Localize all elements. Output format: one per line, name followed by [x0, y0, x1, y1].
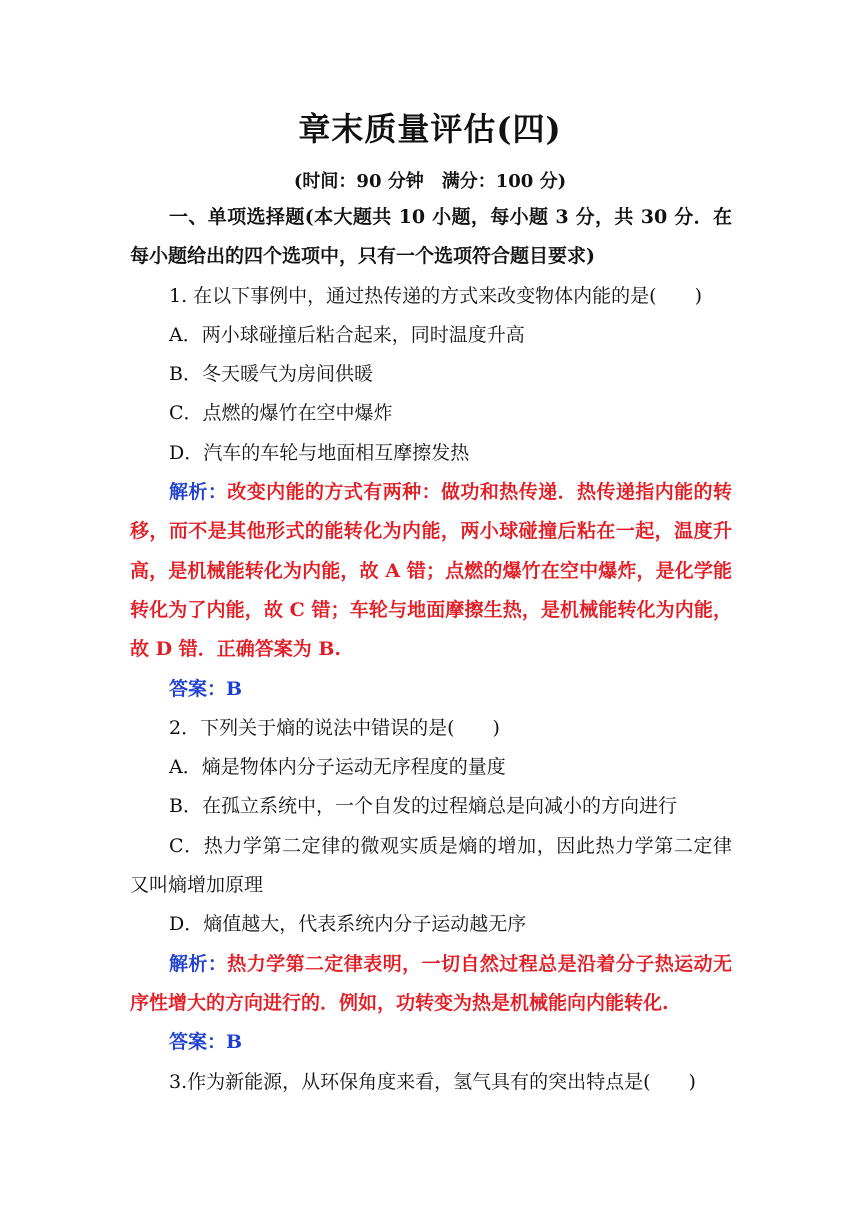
exam-info: (时间：90 分钟 满分：100 分) — [293, 171, 567, 192]
answer-label: 答案： — [169, 1031, 227, 1054]
option-c: C．点燃的爆竹在空中爆炸 — [169, 402, 393, 425]
option-a: A．熵是物体内分子运动无序程度的量度 — [169, 756, 506, 779]
answer — [130, 1023, 732, 1062]
section-header — [130, 198, 732, 277]
analysis-text: 热力学第二定律表明，一切自然过程总是沿着分子热运动无序性增大的方向进行的．例如，功转变为热是机械能向内能转化. — [130, 952, 732, 1014]
analysis — [130, 473, 732, 669]
analysis-text: 改变内能的方式有两种：做功和热传递．热传递指内能的转移，而不是其他形式的能转化为内能，两小球碰撞后粘在一起，温度升高，是机械能转化为内能，故 A 错；点燃的爆竹在空中爆炸，是化学能转化为了内能，故 C 错；车轮与地面摩擦生热，是机械能转化为内能，故 D 错．正确答案为 B. — [130, 481, 732, 661]
question-stem: 3.作为新能源，从环保角度来看，氢气具有的突出特点是( ) — [169, 1070, 696, 1093]
question-stem: 2．下列关于熵的说法中错误的是( ) — [169, 716, 500, 739]
option-b: B．在孤立系统中，一个自发的过程熵总是向减小的方向进行 — [169, 795, 677, 818]
answer — [130, 670, 732, 709]
option-d: D．汽车的车轮与地面相互摩擦发热 — [169, 441, 470, 464]
analysis-label: 解析： — [169, 481, 228, 504]
answer-label: 答案： — [169, 677, 227, 700]
analysis-label: 解析： — [169, 952, 228, 975]
option-c: C．热力学第二定律的微观实质是熵的增加，因此热力学第二定律又叫熵增加原理 — [130, 834, 732, 897]
document-body — [130, 198, 732, 1102]
section-note: (本大题共 10 小题，每小题 3 分，共 30 分．在每小题给出的四个选项中，只有一个选项符合题目要求) — [130, 206, 732, 268]
section-heading: 一、单项选择题 — [169, 206, 305, 228]
analysis — [130, 945, 732, 1024]
option-b: B．冬天暖气为房间供暖 — [169, 363, 373, 386]
page-title: 章末质量评估(四) — [298, 110, 562, 148]
option-d: D．熵值越大，代表系统内分子运动越无序 — [169, 913, 527, 936]
option-a: A．两小球碰撞后粘合起来，同时温度升高 — [169, 323, 525, 346]
answer-value: B — [226, 677, 243, 700]
answer-value: B — [226, 1031, 243, 1054]
question-stem: 1. 在以下事例中，通过热传递的方式来改变物体内能的是( ) — [169, 284, 702, 307]
